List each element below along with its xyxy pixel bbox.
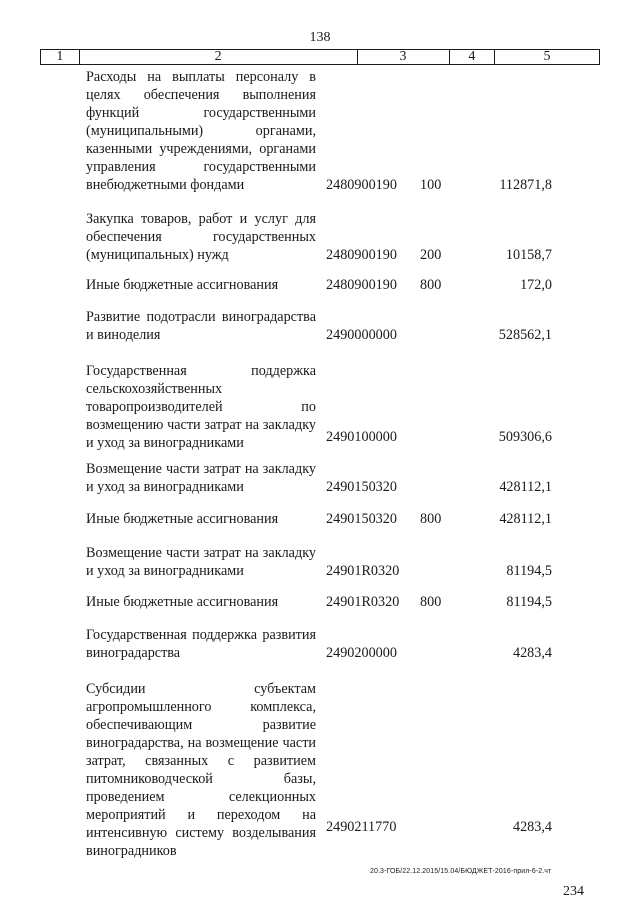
row-code: 2490150320 xyxy=(326,511,397,527)
row-expense-type: 800 xyxy=(420,511,442,527)
row-code: 24901R0320 xyxy=(326,563,400,579)
document-reference-note: 20.3-ГОБ/22.12.2015/15.04/БЮДЖЕТ-2016-прил-6-2.чт xyxy=(370,868,552,875)
row-expense-type: 800 xyxy=(420,594,442,610)
row-amount: 172,0 xyxy=(520,277,552,293)
row-amount: 528562,1 xyxy=(498,327,552,343)
footer-page-number: 234 xyxy=(563,884,584,899)
table-row xyxy=(0,308,640,344)
row-description: Иные бюджетные ассигнования xyxy=(86,594,279,610)
table-row xyxy=(0,210,640,264)
row-code: 2490211770 xyxy=(326,819,397,835)
row-amount: 4283,4 xyxy=(512,645,552,661)
page-number: 138 xyxy=(309,30,331,45)
row-description: Государственная поддержка сельскохозяйственных товаропроизводителей по возмещению части затрат на закладку и уход за виноградниками xyxy=(86,363,316,451)
table-row xyxy=(0,362,640,451)
row-code: 2490000000 xyxy=(326,327,397,343)
row-description: Возмещение части затрат на закладку и уход за виноградниками xyxy=(86,461,316,495)
row-description: Иные бюджетные ассигнования xyxy=(86,511,279,527)
row-amount: 81194,5 xyxy=(506,563,552,579)
table-row xyxy=(0,680,640,859)
row-amount: 4283,4 xyxy=(512,819,552,835)
table-row xyxy=(0,68,640,194)
row-code: 2490200000 xyxy=(326,645,397,661)
row-expense-type: 200 xyxy=(420,247,442,263)
table-row xyxy=(0,276,640,294)
row-expense-type: 800 xyxy=(420,277,442,293)
row-description: Государственная поддержка развития виноградарства xyxy=(86,627,316,661)
row-expense-type: 100 xyxy=(420,177,442,193)
row-amount: 81194,5 xyxy=(506,594,552,610)
row-code: 2480900190 xyxy=(326,277,397,293)
table-row xyxy=(0,510,640,528)
row-amount: 112871,8 xyxy=(499,177,552,193)
row-code: 24901R0320 xyxy=(326,594,400,610)
table-row xyxy=(0,593,640,611)
column-header-5: 5 xyxy=(495,50,600,65)
row-amount: 428112,1 xyxy=(499,511,552,527)
column-header-2: 2 xyxy=(79,50,357,65)
column-header-1: 1 xyxy=(41,50,80,65)
column-header-3: 3 xyxy=(357,50,449,65)
row-code: 2480900190 xyxy=(326,247,397,263)
row-code: 2480900190 xyxy=(326,177,397,193)
row-description: Субсидии субъектам агропромышленного комплекса, обеспечивающим развитие виноградарства, на возмещение части затрат, связанных с развитием питомниководческой базы, проведением селекционных мероприятий и переходом на интенсивную систему возделывания виноградников xyxy=(86,681,316,859)
table-row xyxy=(0,460,640,496)
table-row xyxy=(0,544,640,580)
row-description: Возмещение части затрат на закладку и уход за виноградниками xyxy=(86,545,316,579)
row-amount: 10158,7 xyxy=(505,247,552,263)
column-header-4: 4 xyxy=(449,50,495,65)
row-code: 2490150320 xyxy=(326,479,397,495)
row-description: Расходы на выплаты персоналу в целях обеспечения выполнения функций государственными (муниципальными) органами, казенными учреждениями, органами управления государственными внебюджетными фондами xyxy=(86,69,316,193)
row-code: 2490100000 xyxy=(326,429,397,445)
row-amount: 509306,6 xyxy=(498,429,552,445)
table-row xyxy=(0,626,640,662)
row-description: Закупка товаров, работ и услуг для обеспечения государственных (муниципальных) нужд xyxy=(86,211,316,263)
row-amount: 428112,1 xyxy=(499,479,552,495)
row-description: Иные бюджетные ассигнования xyxy=(86,277,279,293)
row-description: Развитие подотрасли виноградарства и виноделия xyxy=(86,309,316,343)
